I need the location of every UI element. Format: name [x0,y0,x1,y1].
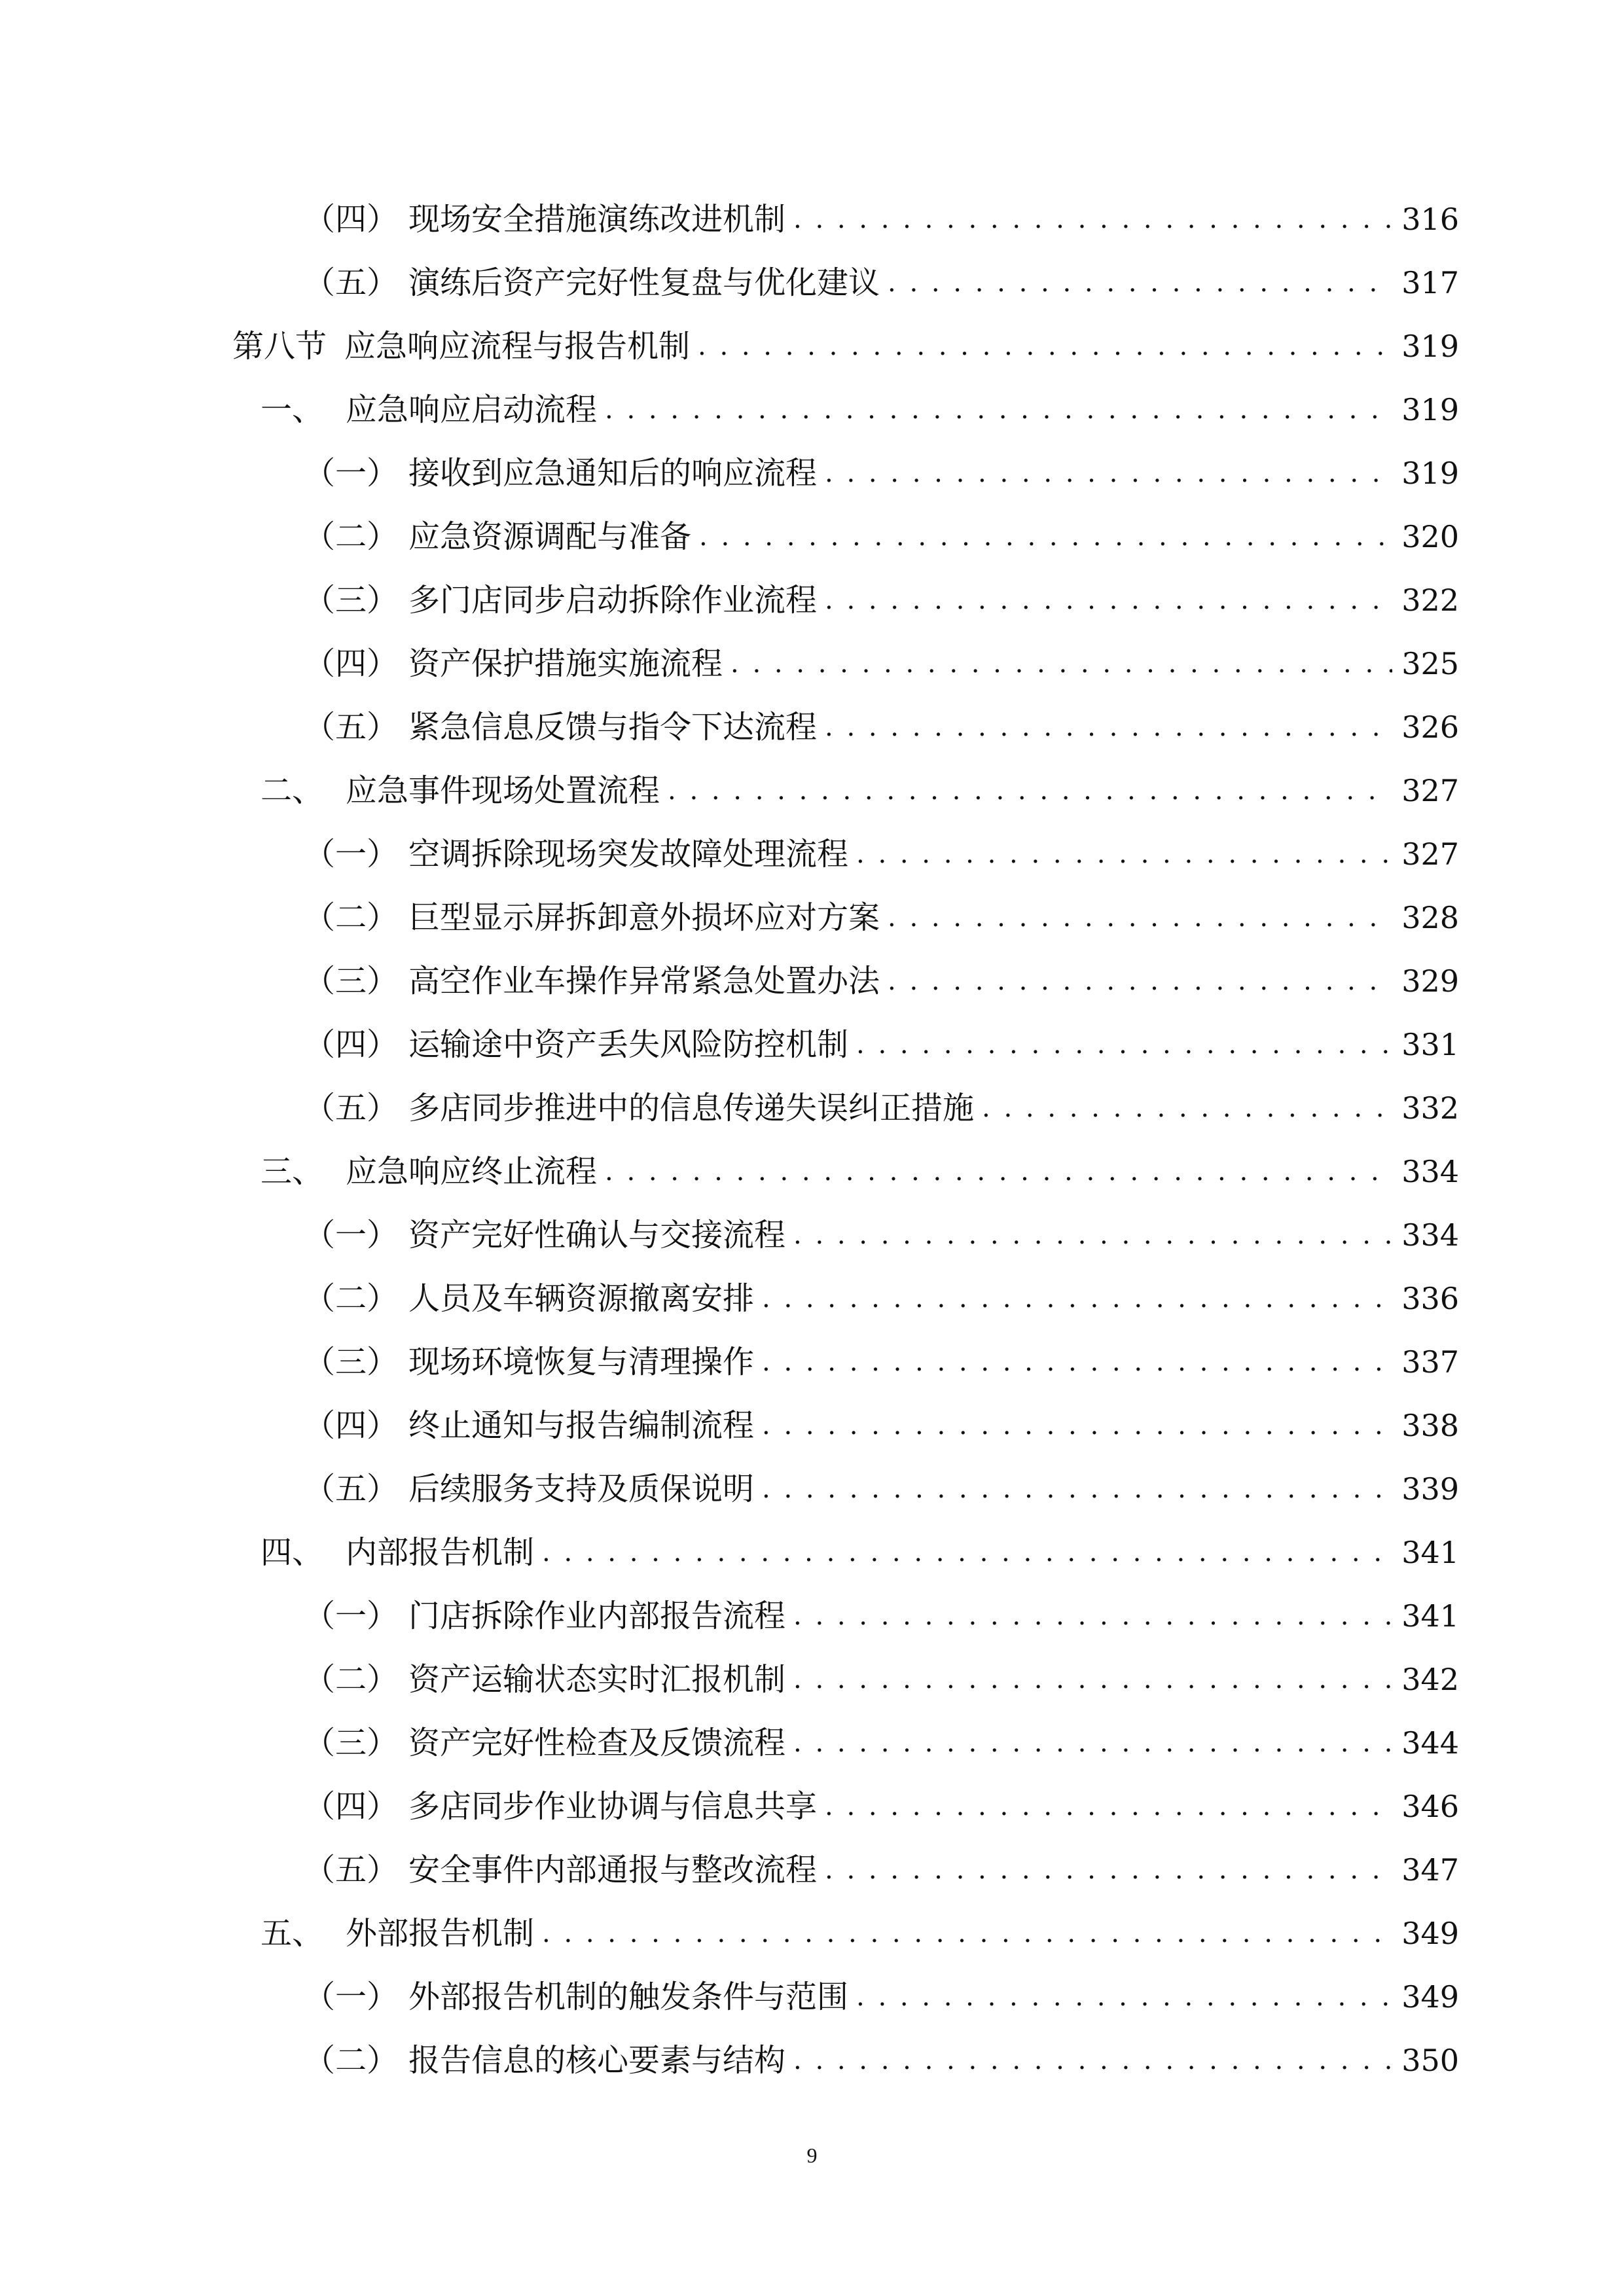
toc-entry[interactable] [304,637,1459,690]
toc-entry-number: （三） [304,1344,399,1380]
toc-entry-chapter[interactable] [261,384,1459,436]
toc-entry-number: 二、 [261,772,324,809]
toc-entry-number: （三） [304,1725,399,1761]
toc-entry-number: （四） [304,645,399,682]
toc-entry[interactable] [304,1780,1459,1833]
toc-entry-number: （五） [304,1090,399,1126]
toc-entry-number: 五、 [261,1915,324,1952]
toc-entry-page: 350 [1401,2043,1459,2078]
toc-entry-page: 342 [1401,1662,1459,1697]
page-number: 9 [806,2144,818,2167]
toc-entry-number: （四） [304,201,399,238]
toc-dot-leader [542,1526,1392,1579]
toc-entry[interactable] [304,891,1459,944]
toc-entry-title: 应急响应流程与报告机制 [344,328,691,365]
toc-entry-page: 338 [1401,1408,1459,1443]
toc-dot-leader [888,955,1392,1007]
toc-entry-title: 资产完好性确认与交接流程 [408,1217,786,1253]
toc-entry[interactable] [304,2034,1459,2087]
toc-entry-title: 高空作业车操作异常紧急处置办法 [408,963,880,999]
toc-entry-page: 346 [1401,1789,1459,1824]
toc-entry[interactable] [304,511,1459,563]
toc-entry-page: 328 [1401,900,1459,935]
toc-dot-leader [793,1653,1392,1706]
toc-dot-leader [668,764,1392,817]
toc-entry-chapter[interactable] [261,1145,1459,1198]
toc-dot-leader [793,2034,1392,2087]
toc-entry-page: 325 [1401,646,1459,681]
toc-dot-leader [856,1971,1392,2023]
toc-entry[interactable] [304,1844,1459,1896]
toc-entry-chapter[interactable] [261,1526,1459,1579]
toc-entry-number: （五） [304,709,399,745]
toc-entry-page: 322 [1401,583,1459,618]
toc-dot-leader [793,1209,1392,1261]
toc-entry-number: （四） [304,1407,399,1444]
toc-entry-number: （一） [304,1598,399,1634]
toc-entry-title: 报告信息的核心要素与结构 [408,2042,786,2079]
toc-entry-page: 336 [1401,1281,1459,1316]
toc-entry[interactable] [304,1463,1459,1515]
toc-entry-number: （二） [304,899,399,936]
toc-entry-title: 演练后资产完好性复盘与优化建议 [408,264,880,301]
toc-dot-leader [793,1717,1392,1769]
toc-entry-title: 现场环境恢复与清理操作 [408,1344,755,1380]
toc-entry[interactable] [304,447,1459,499]
toc-entry-number: （二） [304,518,399,555]
toc-entry-page: 349 [1401,1979,1459,2015]
toc-entry-title: 人员及车辆资源撤离安排 [408,1280,755,1317]
toc-entry[interactable] [304,1336,1459,1388]
toc-entry-number: （一） [304,455,399,492]
toc-entry[interactable] [304,1590,1459,1642]
toc-dot-leader [605,384,1392,436]
toc-dot-leader [698,320,1392,372]
toc-entry[interactable] [304,1272,1459,1325]
toc-entry-page: 327 [1401,836,1459,872]
toc-entry-title: 巨型显示屏拆卸意外损坏应对方案 [408,899,880,936]
toc-dot-leader [825,1780,1392,1833]
toc-dot-leader [856,1018,1392,1071]
toc-dot-leader [888,891,1392,944]
toc-entry-title: 应急响应终止流程 [346,1153,598,1190]
toc-dot-leader [762,1272,1392,1325]
toc-entry-number: （二） [304,1280,399,1317]
toc-entry[interactable] [304,955,1459,1007]
toc-entry-page: 341 [1401,1598,1459,1634]
toc-entry-title: 外部报告机制 [346,1915,535,1952]
toc-dot-leader [731,637,1392,690]
toc-entry-title: 应急事件现场处置流程 [346,772,660,809]
toc-entry-number: （一） [304,1217,399,1253]
toc-entry-number: （三） [304,582,399,619]
toc-entry[interactable] [304,828,1459,880]
toc-entry-page: 320 [1401,519,1459,554]
toc-entry-title: 现场安全措施演练改进机制 [408,201,786,238]
toc-entry-number: 第八节 [232,328,327,365]
toc-entry-title: 多店同步推进中的信息传递失误纠正措施 [408,1090,975,1126]
toc-entry-number: （五） [304,1852,399,1888]
toc-entry-section[interactable] [232,320,1459,372]
toc-entry-number: （五） [304,264,399,301]
toc-entry-page: 344 [1401,1725,1459,1761]
toc-dot-leader [793,1590,1392,1642]
toc-entry[interactable] [304,574,1459,626]
toc-entry-title: 多店同步作业协调与信息共享 [408,1788,818,1825]
toc-entry[interactable] [304,1082,1459,1134]
toc-entry-number: （五） [304,1471,399,1507]
toc-entry-title: 接收到应急通知后的响应流程 [408,455,818,492]
toc-entry-number: 一、 [261,391,324,428]
toc-entry-number: 三、 [261,1153,324,1190]
toc-entry-page: 319 [1401,456,1459,491]
toc-dot-leader [542,1907,1392,1960]
toc-entry-page: 332 [1401,1090,1459,1126]
toc-dot-leader [825,574,1392,626]
toc-entry-title: 后续服务支持及质保说明 [408,1471,755,1507]
toc-entry[interactable] [304,257,1459,309]
toc-entry-title: 终止通知与报告编制流程 [408,1407,755,1444]
toc-entry-number: （四） [304,1788,399,1825]
toc-dot-leader [825,447,1392,499]
toc-entry-chapter[interactable] [261,764,1459,817]
toc-entry-title: 应急响应启动流程 [346,391,598,428]
toc-entry-title: 资产保护措施实施流程 [408,645,723,682]
toc-entry-number: （一） [304,836,399,872]
toc-entry-chapter[interactable] [261,1907,1459,1960]
toc-dot-leader [762,1463,1392,1515]
toc-entry-title: 运输途中资产丢失风险防控机制 [408,1026,849,1063]
toc-entry-title: 资产完好性检查及反馈流程 [408,1725,786,1761]
toc-dot-leader [856,828,1392,880]
toc-entry-page: 331 [1401,1027,1459,1062]
toc-dot-leader [793,193,1392,245]
toc-entry-page: 329 [1401,963,1459,999]
toc-entry-number: 四、 [261,1534,324,1571]
toc-entry[interactable] [304,1653,1459,1706]
toc-entry-number: （四） [304,1026,399,1063]
toc-dot-leader [699,511,1392,563]
toc-dot-leader [825,1844,1392,1896]
toc-entry-title: 安全事件内部通报与整改流程 [408,1852,818,1888]
toc-dot-leader [825,701,1392,753]
toc-entry[interactable] [304,1209,1459,1261]
toc-entry-page: 326 [1401,709,1459,745]
toc-entry-page: 319 [1401,329,1459,364]
toc-entry-title: 资产运输状态实时汇报机制 [408,1661,786,1698]
toc-entry-number: （二） [304,1661,399,1698]
toc-entry[interactable] [304,1399,1459,1452]
toc-entry-page: 316 [1401,202,1459,237]
toc-dot-leader [982,1082,1392,1134]
toc-entry-page: 319 [1401,392,1459,427]
toc-entry-page: 337 [1401,1344,1459,1380]
toc-entry-page: 317 [1401,265,1459,300]
toc-entry-title: 内部报告机制 [346,1534,535,1571]
toc-entry[interactable] [304,193,1459,245]
toc-entry-title: 空调拆除现场突发故障处理流程 [408,836,849,872]
toc-entry-page: 334 [1401,1154,1459,1189]
toc-entry-page: 341 [1401,1535,1459,1570]
toc-entry-title: 多门店同步启动拆除作业流程 [408,582,818,619]
toc-entry-number: （二） [304,2042,399,2079]
toc-entry-page: 334 [1401,1217,1459,1253]
toc-dot-leader [888,257,1392,309]
toc-entry-page: 327 [1401,773,1459,808]
toc-entry-number: （三） [304,963,399,999]
toc-entry-page: 347 [1401,1852,1459,1888]
toc-entry-number: （一） [304,1979,399,2015]
toc-dot-leader [762,1399,1392,1452]
toc-entry-title: 门店拆除作业内部报告流程 [408,1598,786,1634]
toc-entry-page: 339 [1401,1471,1459,1507]
toc-dot-leader [605,1145,1392,1198]
toc-entry-page: 349 [1401,1916,1459,1951]
toc-entry[interactable] [304,1018,1459,1071]
toc-entry-title: 紧急信息反馈与指令下达流程 [408,709,818,745]
toc-entry[interactable] [304,1971,1459,2023]
toc-entry-title: 外部报告机制的触发条件与范围 [408,1979,849,2015]
toc-entry-title: 应急资源调配与准备 [408,518,692,555]
toc-entry[interactable] [304,1717,1459,1769]
toc-entry[interactable] [304,701,1459,753]
toc-dot-leader [762,1336,1392,1388]
